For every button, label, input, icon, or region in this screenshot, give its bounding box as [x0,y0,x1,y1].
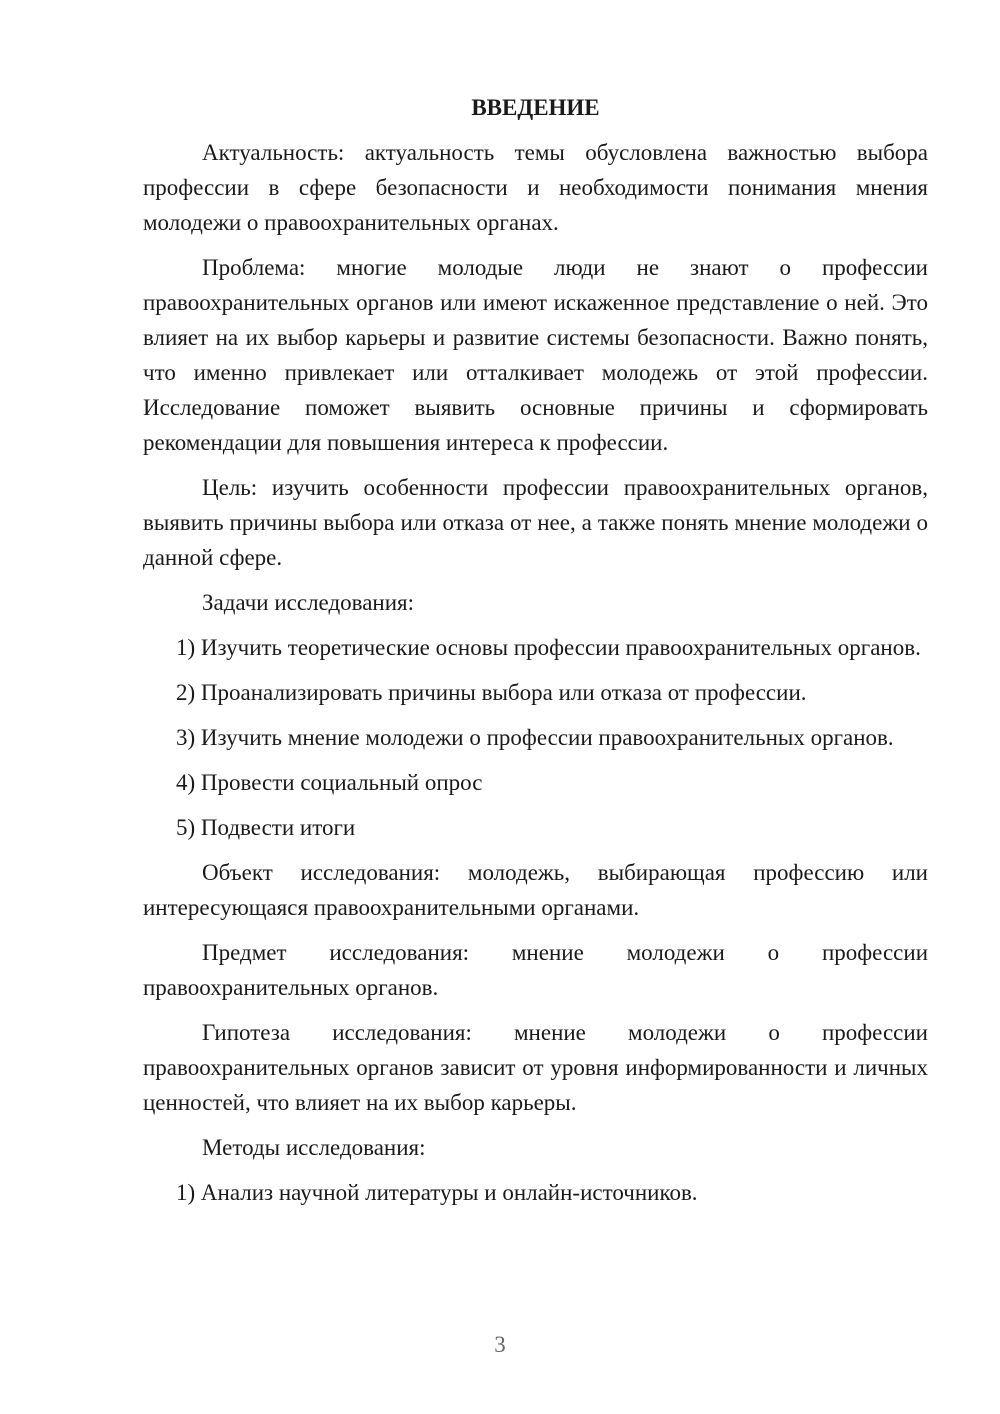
paragraph-relevance: Актуальность: актуальность темы обусловлена важностью выбора профессии в сфере безопасности и необходимости понимания мнения молодежи о правоохранительных органах. [143,140,928,235]
list-item-task-1: 1) Изучить теоретические основы профессии правоохранительных органов. [176,635,921,660]
paragraph-goal: Цель: изучить особенности профессии правоохранительных органов, выявить причины выбора или отказа от нее, а также понять мнение молодежи о данной сфере. [143,475,928,570]
paragraph-subject: Предмет исследования: мнение молодежи о профессии правоохранительных органов. [143,940,928,1000]
list-item-task-5: 5) Подвести итоги [176,815,356,840]
paragraph-tasks-title: Задачи исследования: [202,590,415,615]
paragraph-methods-title: Методы исследования: [202,1135,426,1160]
list-item-task-3: 3) Изучить мнение молодежи о профессии правоохранительных органов. [176,725,894,750]
list-item-method-1: 1) Анализ научной литературы и онлайн-источников. [176,1180,698,1205]
section-heading: ВВЕДЕНИЕ [471,95,600,120]
page-number: 3 [494,1332,506,1357]
list-item-task-2: 2) Проанализировать причины выбора или отказа от профессии. [176,680,807,705]
paragraph-object: Объект исследования: молодежь, выбирающая профессию или интересующаяся правоохранительными органами. [143,860,928,920]
paragraph-hypothesis: Гипотеза исследования: мнение молодежи о профессии правоохранительных органов зависит от уровня информированности и личных ценностей, что влияет на их выбор карьеры. [143,1020,928,1115]
list-item-task-4: 4) Провести социальный опрос [176,770,483,795]
page-body [143,93,928,1220]
paragraph-problem: Проблема: многие молодые люди не знают о профессии правоохранительных органов или имеют искаженное представление о ней. Это влияет на их выбор карьеры и развитие системы безопасности. Важно понять, что именно привлекает или отталкивает молодежь от этой профессии. Исследование поможет выявить основные причины и сформировать рекомендации для повышения интереса к профессии. [143,255,928,455]
